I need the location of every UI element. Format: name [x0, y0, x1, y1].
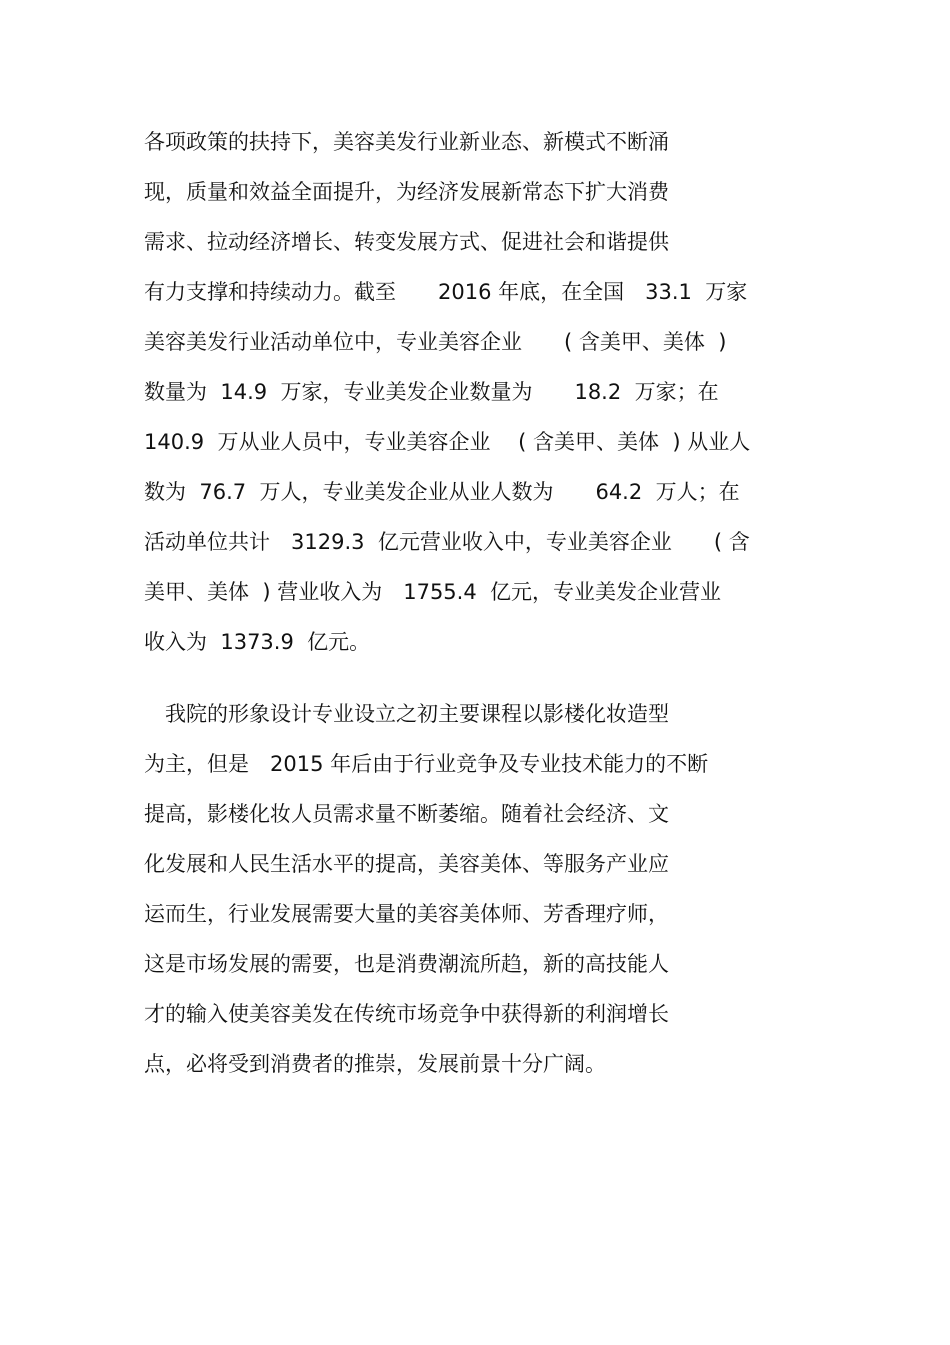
text-line: 才的输入使美容美发在传统市场竞争中获得新的利润增长	[144, 1002, 669, 1026]
text-line: 提高，影楼化妆人员需求量不断萎缩。随着社会经济、文	[144, 802, 669, 826]
text-line: 数量为 14.9 万家，专业美发企业数量为 18.2 万家；在	[144, 380, 719, 404]
text-line: 活动单位共计 3129.3 亿元营业收入中，专业美容企业 ( 含	[144, 530, 750, 554]
text-line: 为主，但是 2015 年后由于行业竞争及专业技术能力的不断	[144, 752, 709, 776]
text-line: 收入为 1373.9 亿元。	[144, 630, 371, 654]
text-line: 化发展和人民生活水平的提高，美容美体、等服务产业应	[144, 852, 669, 876]
text-line: 数为 76.7 万人，专业美发企业从业人数为 64.2 万人；在	[144, 480, 740, 504]
text-line: 这是市场发展的需要，也是消费潮流所趋，新的高技能人	[144, 952, 669, 976]
text-line: 各项政策的扶持下，美容美发行业新业态、新模式不断涌	[144, 130, 669, 154]
text-line: 运而生，行业发展需要大量的美容美体师、芳香理疗师，	[144, 902, 669, 926]
text-line: 需求、拉动经济增长、转变发展方式、促进社会和谐提供	[144, 230, 669, 254]
text-line: 140.9 万从业人员中，专业美容企业 ( 含美甲、美体 ) 从业人	[144, 430, 751, 454]
text-line: 美甲、美体 ) 营业收入为 1755.4 亿元，专业美发企业营业	[144, 580, 722, 604]
text-line: 我院的形象设计专业设立之初主要课程以影楼化妆造型	[144, 702, 669, 726]
text-line: 美容美发行业活动单位中，专业美容企业 ( 含美甲、美体 )	[144, 330, 727, 354]
text-line: 点，必将受到消费者的推崇，发展前景十分广阔。	[144, 1052, 606, 1076]
text-line: 有力支撑和持续动力。截至 2016 年底，在全国 33.1 万家	[144, 280, 748, 304]
text-line: 现，质量和效益全面提升，为经济发展新常态下扩大消费	[144, 180, 669, 204]
